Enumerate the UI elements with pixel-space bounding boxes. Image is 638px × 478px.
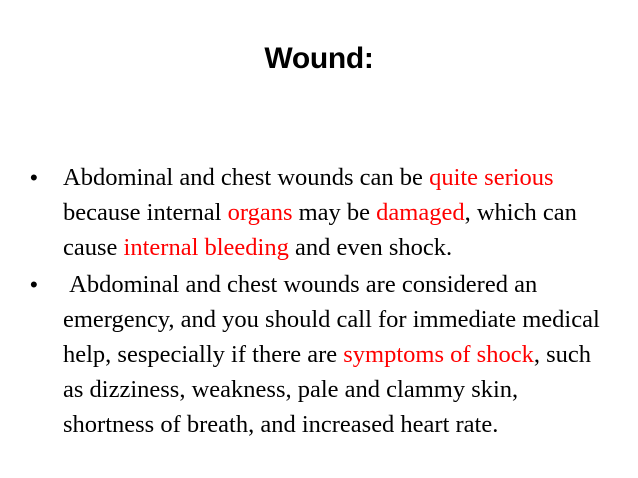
text-segment: Abdominal and chest wounds can be [63,164,430,191]
highlighted-text: symptoms of shock [343,341,534,368]
highlighted-text: quite serious [429,164,554,191]
bullet-item [30,160,605,265]
bullet-item [30,267,605,442]
slide-title: Wound: [264,42,374,75]
highlighted-text: organs [227,199,293,226]
highlighted-text: internal bleeding [123,234,289,261]
text-segment: and even shock. [288,234,453,261]
bullet-marker: • [30,272,38,297]
text-segment: because internal [63,199,228,226]
text-segment: , which can cause [63,199,577,261]
text-segment: may be [292,199,377,226]
bullet-list [30,160,605,444]
bullet-text [63,271,606,438]
text-segment: , such as dizziness, weakness, pale and clammy skin, shortness of breath, and increased heart rate. [63,341,591,438]
bullet-marker: • [30,165,38,190]
text-segment: Abdominal and chest wounds are considered an emergency, and you should call for immediate medical help, sespecially if there are [63,271,606,368]
highlighted-text: damaged [376,199,465,226]
bullet-text [63,164,577,261]
